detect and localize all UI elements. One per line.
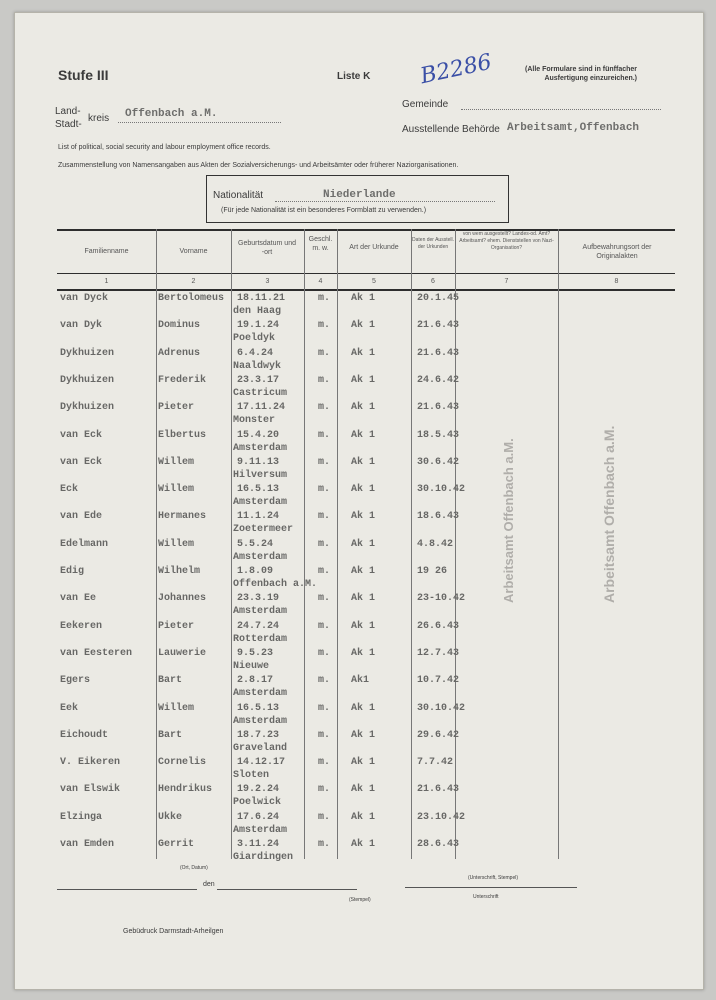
cell-art: Ak 1 (351, 430, 376, 441)
cell-sex: m. (318, 566, 331, 577)
cell-name: Dykhuizen (60, 402, 115, 413)
column-divider (411, 229, 412, 859)
cell-art: Ak 1 (351, 839, 376, 850)
cell-datum: 4.8.42 (417, 539, 454, 550)
cell-date: 5.5.24 (237, 539, 274, 550)
cell-datum: 18.5.43 (417, 430, 460, 441)
cell-datum: 20.1.45 (417, 293, 460, 304)
cell-name: Elzinga (60, 812, 103, 823)
column-header-daten: Daten der Ausstell. der Urkunden (412, 237, 454, 250)
cell-place: Amsterdam (233, 716, 288, 727)
land-label: Land- (55, 106, 81, 117)
cell-date: 15.4.20 (237, 430, 280, 441)
cell-datum: 21.6.43 (417, 320, 460, 331)
cell-datum: 12.7.43 (417, 648, 460, 659)
cell-date: 14.12.17 (237, 757, 286, 768)
cell-name: van Dyk (60, 320, 103, 331)
cell-first: Hermanes (158, 511, 207, 522)
cell-sex: m. (318, 430, 331, 441)
column-header-von-wem: von wem ausgestellt? Landes-od. Amt? Arbeitsamt? ehem. Dienststellen von Nazi-Organisation? (459, 231, 554, 251)
cell-place: Rotterdam (233, 634, 288, 645)
cell-place: Monster (233, 415, 276, 426)
cell-sex: m. (318, 593, 331, 604)
cell-name: Eekeren (60, 621, 103, 632)
cell-date: 23.3.17 (237, 375, 280, 386)
cell-name: van Emden (60, 839, 115, 850)
cell-sex: m. (318, 839, 331, 850)
list-description-de: Zusammenstellung von Namensangaben aus Akten der Sozialversicherungs- und Arbeitsämter oder früherer Naziorganisationen. (58, 162, 459, 169)
cell-art: Ak 1 (351, 812, 376, 823)
cell-sex: m. (318, 511, 331, 522)
cell-datum: 7.7.42 (417, 757, 454, 768)
cell-place: Sloten (233, 770, 270, 781)
signature-stamp-caption: (Unterschrift, Stempel) (468, 875, 519, 881)
cell-place: Naaldwyk (233, 361, 282, 372)
cell-art: Ak 1 (351, 566, 376, 577)
cell-art: Ak 1 (351, 648, 376, 659)
cell-sex: m. (318, 621, 331, 632)
cell-name: Eck (60, 484, 79, 495)
office-stamp: Arbeitsamt Offenbach a.M. (501, 438, 516, 603)
cell-first: Adrenus (158, 348, 201, 359)
place-line (57, 889, 197, 890)
column-header-aufbewahrungsort: Aufbewahrungsort der Originalakten (582, 244, 652, 260)
column-divider (558, 229, 559, 859)
cell-place: Amsterdam (233, 688, 288, 699)
cell-first: Dominus (158, 320, 201, 331)
header-divider (57, 273, 675, 274)
cell-name: Egers (60, 675, 91, 686)
cell-sex: m. (318, 320, 331, 331)
cell-place: Poeldyk (233, 333, 276, 344)
cell-art: Ak1 (351, 675, 370, 686)
cell-first: Pieter (158, 621, 195, 632)
cell-date: 17.6.24 (237, 812, 280, 823)
handwritten-number: B2286 (418, 49, 494, 90)
gemeinde-label: Gemeinde (402, 99, 449, 110)
cell-date: 18.7.23 (237, 730, 280, 741)
column-number: 5 (372, 278, 376, 285)
cell-datum: 28.6.43 (417, 839, 460, 850)
cell-date: 16.5.13 (237, 703, 280, 714)
cell-first: Lauwerie (158, 648, 207, 659)
list-label: Liste K (337, 71, 371, 82)
cell-date: 3.11.24 (237, 839, 280, 850)
den-label: den (203, 881, 215, 888)
cell-place: Amsterdam (233, 825, 288, 836)
cell-first: Bart (158, 730, 183, 741)
copies-note-line-2: Ausfertigung einzureichen.) (544, 75, 638, 82)
form-level: Stufe III (58, 67, 109, 83)
cell-date: 2.8.17 (237, 675, 274, 686)
cell-art: Ak 1 (351, 757, 376, 768)
cell-art: Ak 1 (351, 484, 376, 495)
gemeinde-dotted-line (461, 109, 661, 110)
column-number: 3 (265, 278, 270, 285)
cell-datum: 29.6.42 (417, 730, 460, 741)
cell-place: Poelwick (233, 797, 282, 808)
cell-datum: 30.10.42 (417, 484, 466, 495)
cell-sex: m. (318, 293, 331, 304)
cell-place: Zoetermeer (233, 524, 294, 535)
cell-date: 19.2.24 (237, 784, 280, 795)
cell-art: Ak 1 (351, 348, 376, 359)
cell-art: Ak 1 (351, 593, 376, 604)
cell-date: 11.1.24 (237, 511, 280, 522)
cell-date: 19.1.24 (237, 320, 280, 331)
cell-first: Johannes (158, 593, 207, 604)
cell-sex: m. (318, 375, 331, 386)
cell-date: 18.11.21 (237, 293, 286, 304)
cell-place: Graveland (233, 743, 288, 754)
cell-first: Cornelis (158, 757, 207, 768)
cell-name: van Ee (60, 593, 97, 604)
cell-first: Bart (158, 675, 183, 686)
cell-first: Willem (158, 703, 195, 714)
column-number: 1 (104, 278, 109, 285)
cell-art: Ak 1 (351, 703, 376, 714)
cell-datum: 18.6.43 (417, 511, 460, 522)
cell-sex: m. (318, 757, 331, 768)
stadt-label: Stadt- (55, 119, 82, 130)
kreis-value: Offenbach a.M. (125, 108, 218, 120)
nationality-value: Niederlande (323, 189, 396, 201)
cell-datum: 30.10.42 (417, 703, 466, 714)
cell-name: Dykhuizen (60, 375, 115, 386)
column-header-art: Art der Urkunde (349, 244, 399, 251)
cell-datum: 10.7.42 (417, 675, 460, 686)
column-number: 7 (504, 278, 509, 285)
cell-date: 16.5.13 (237, 484, 280, 495)
cell-place: Giardingen (233, 852, 294, 863)
cell-name: van Elswik (60, 784, 121, 795)
cell-datum: 23.10.42 (417, 812, 466, 823)
cell-name: Eichoudt (60, 730, 109, 741)
cell-name: Edelmann (60, 539, 109, 550)
cell-date: 24.7.24 (237, 621, 280, 632)
column-divider (156, 229, 157, 859)
cell-name: van Eesteren (60, 648, 133, 659)
cell-art: Ak 1 (351, 784, 376, 795)
cell-date: 17.11.24 (237, 402, 286, 413)
cell-name: van Eck (60, 430, 103, 441)
cell-place: den Haag (233, 306, 282, 317)
cell-art: Ak 1 (351, 402, 376, 413)
table-header-rule (57, 289, 675, 291)
cell-first: Bertolomeus (158, 293, 225, 304)
column-number: 2 (191, 278, 196, 285)
column-divider (231, 229, 232, 859)
cell-first: Willem (158, 457, 195, 468)
cell-name: van Ede (60, 511, 103, 522)
cell-art: Ak 1 (351, 621, 376, 632)
cell-datum: 21.6.43 (417, 348, 460, 359)
column-number: 6 (431, 278, 435, 285)
place-date-caption: (Ort, Datum) (180, 865, 208, 871)
nationality-dotted-line (275, 201, 495, 202)
cell-art: Ak 1 (351, 320, 376, 331)
cell-art: Ak 1 (351, 511, 376, 522)
office-stamp: Arbeitsamt Offenbach a.M. (601, 425, 617, 603)
column-divider (304, 229, 305, 859)
date-line (217, 889, 357, 890)
cell-sex: m. (318, 539, 331, 550)
column-number: 4 (318, 278, 323, 285)
cell-sex: m. (318, 703, 331, 714)
cell-first: Gerrit (158, 839, 195, 850)
cell-sex: m. (318, 457, 331, 468)
cell-place: Amsterdam (233, 443, 288, 454)
cell-art: Ak 1 (351, 457, 376, 468)
kreis-label: kreis (88, 113, 110, 124)
cell-first: Willem (158, 484, 195, 495)
table-top-rule (57, 229, 675, 231)
cell-art: Ak 1 (351, 730, 376, 741)
cell-sex: m. (318, 784, 331, 795)
list-description-en: List of political, social security and labour employment office records. (58, 144, 271, 151)
cell-first: Elbertus (158, 430, 207, 441)
cell-name: Edig (60, 566, 85, 577)
cell-sex: m. (318, 402, 331, 413)
nationality-label: Nationalität (213, 190, 264, 201)
cell-art: Ak 1 (351, 375, 376, 386)
cell-first: Willem (158, 539, 195, 550)
cell-first: Wilhelm (158, 566, 201, 577)
cell-datum: 19 26 (417, 566, 448, 577)
cell-date: 9.11.13 (237, 457, 280, 468)
cell-date: 23.3.19 (237, 593, 280, 604)
cell-datum: 21.6.43 (417, 402, 460, 413)
cell-place: Amsterdam (233, 497, 288, 508)
cell-name: Eek (60, 703, 79, 714)
nationality-box (206, 175, 509, 223)
cell-place: Amsterdam (233, 606, 288, 617)
cell-date: 6.4.24 (237, 348, 274, 359)
kreis-dotted-line (118, 122, 281, 123)
cell-datum: 21.6.43 (417, 784, 460, 795)
cell-first: Frederik (158, 375, 207, 386)
behoerde-label: Ausstellende Behörde (402, 124, 500, 135)
signature-line (405, 887, 577, 888)
cell-datum: 26.6.43 (417, 621, 460, 632)
cell-art: Ak 1 (351, 539, 376, 550)
cell-place: Nieuwe (233, 661, 270, 672)
cell-name: Dykhuizen (60, 348, 115, 359)
cell-first: Pieter (158, 402, 195, 413)
cell-name: van Eck (60, 457, 103, 468)
column-header-geburtsdatum: Geburtsdatum und -ort (238, 240, 296, 256)
column-divider (337, 229, 338, 859)
cell-sex: m. (318, 730, 331, 741)
column-number: 8 (614, 278, 619, 285)
cell-sex: m. (318, 348, 331, 359)
cell-place: Castricum (233, 388, 288, 399)
cell-art: Ak 1 (351, 293, 376, 304)
cell-date: 9.5.23 (237, 648, 274, 659)
cell-place: Offenbach a.M. (233, 579, 318, 590)
cell-place: Amsterdam (233, 552, 288, 563)
printer-imprint: Gebüdruck Darmstadt-Arheilgen (123, 928, 224, 935)
column-header-vorname: Vorname (179, 248, 208, 255)
cell-datum: 23-10.42 (417, 593, 466, 604)
cell-sex: m. (318, 484, 331, 495)
copies-note-line-1: (Alle Formulare sind in fünffacher (525, 66, 638, 73)
cell-sex: m. (318, 812, 331, 823)
cell-date: 1.8.09 (237, 566, 274, 577)
cell-first: Hendrikus (158, 784, 213, 795)
cell-place: Hilversum (233, 470, 288, 481)
column-header-familienname: Familienname (84, 248, 129, 255)
cell-name: van Dyck (60, 293, 109, 304)
nationality-note: (Für jede Nationalität ist ein besonderes Formblatt zu verwenden.) (221, 207, 427, 214)
cell-datum: 30.6.42 (417, 457, 460, 468)
signature-caption: Unterschrift (473, 894, 499, 900)
cell-datum: 24.6.42 (417, 375, 460, 386)
cell-first: Ukke (158, 812, 183, 823)
cell-name: V. Eikeren (60, 757, 121, 768)
behoerde-value: Arbeitsamt,Offenbach (507, 122, 640, 134)
column-header-geschlecht: Geschl. m. w. (308, 236, 333, 252)
copies-note (525, 65, 637, 83)
cell-sex: m. (318, 648, 331, 659)
cell-sex: m. (318, 675, 331, 686)
stamp-caption: (Stempel) (349, 897, 371, 903)
document-page (14, 12, 704, 990)
